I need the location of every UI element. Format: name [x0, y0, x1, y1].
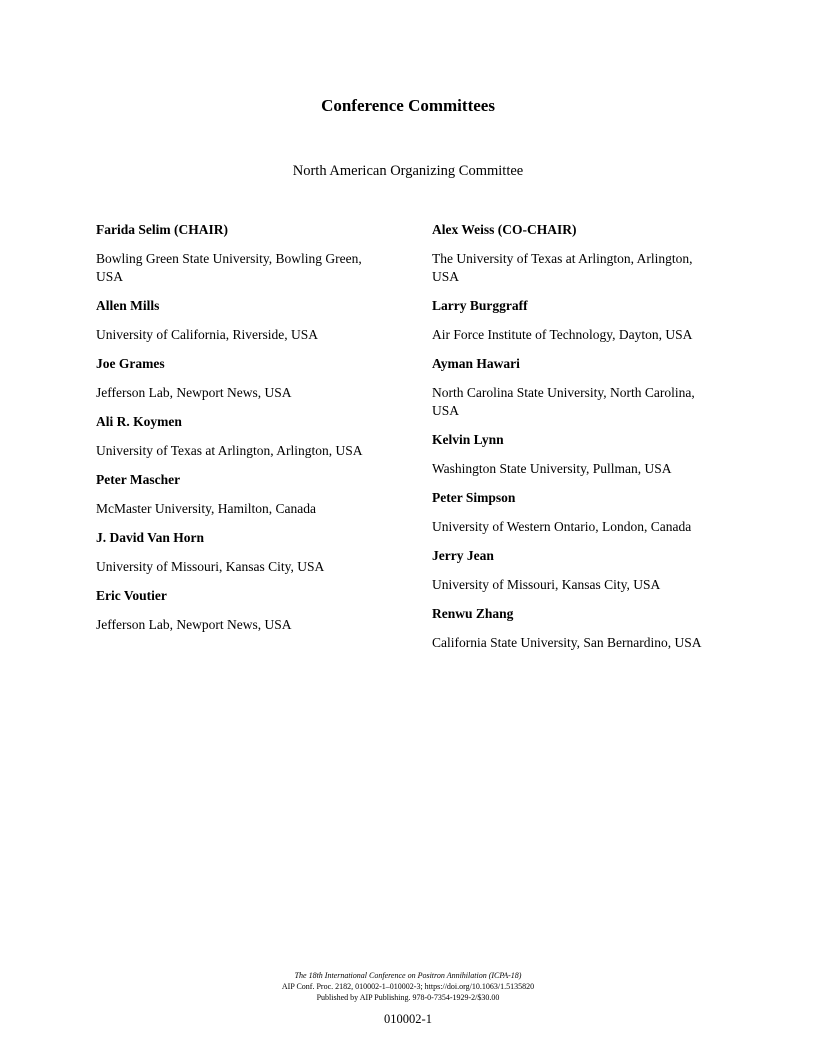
member-entry: [96, 587, 391, 634]
member-name: J. David Van Horn: [96, 530, 205, 545]
member-affiliation: Bowling Green State University, Bowling Green, USA: [96, 251, 362, 284]
member-entry: [96, 413, 391, 460]
member-name: Alex Weiss (CO-CHAIR): [432, 222, 577, 237]
member-affiliation: University of Missouri, Kansas City, USA: [96, 559, 325, 574]
member-affiliation: The University of Texas at Arlington, Arlington, USA: [432, 251, 693, 284]
member-affiliation: McMaster University, Hamilton, Canada: [96, 501, 316, 516]
member-name: Peter Simpson: [432, 490, 516, 505]
publisher-line: Published by AIP Publishing. 978-0-7354-1929-2/$30.00: [316, 993, 500, 1002]
right-member-column: [432, 221, 722, 663]
member-affiliation: Jefferson Lab, Newport News, USA: [96, 385, 292, 400]
member-entry: [96, 529, 391, 576]
member-name: Joe Grames: [96, 356, 165, 371]
member-name: Peter Mascher: [96, 472, 181, 487]
left-member-column: [96, 221, 391, 645]
member-entry: [432, 547, 722, 594]
member-entry: [432, 297, 722, 344]
page-title: Conference Committees: [321, 96, 495, 115]
page-number: 010002-1: [384, 1012, 432, 1026]
member-entry: [432, 489, 722, 536]
member-entry: [432, 431, 722, 478]
member-affiliation: Washington State University, Pullman, USA: [432, 461, 672, 476]
conference-citation: The 18th International Conference on Positron Annihilation (ICPA-18): [294, 971, 522, 980]
member-name: Renwu Zhang: [432, 606, 514, 621]
member-entry: [96, 297, 391, 344]
member-name: Ayman Hawari: [432, 356, 520, 371]
proceedings-citation: AIP Conf. Proc. 2182, 010002-1–010002-3; https://doi.org/10.1063/1.5135820: [281, 982, 535, 991]
member-entry: [432, 355, 722, 420]
member-affiliation: Air Force Institute of Technology, Dayton, USA: [432, 327, 693, 342]
member-affiliation: University of Western Ontario, London, Canada: [432, 519, 692, 534]
member-affiliation: University of Texas at Arlington, Arlington, USA: [96, 443, 363, 458]
member-name: Jerry Jean: [432, 548, 494, 563]
member-entry: [96, 471, 391, 518]
member-affiliation: California State University, San Bernardino, USA: [432, 635, 702, 650]
member-entry: [432, 605, 722, 652]
member-affiliation: North Carolina State University, North Carolina, USA: [432, 385, 695, 418]
member-name: Larry Burggraff: [432, 298, 528, 313]
member-name: Farida Selim (CHAIR): [96, 222, 228, 237]
member-affiliation: University of Missouri, Kansas City, USA: [432, 577, 661, 592]
member-entry: [432, 221, 722, 286]
member-affiliation: University of California, Riverside, USA: [96, 327, 318, 342]
publication-footer: [0, 970, 816, 1003]
member-entry: [96, 221, 391, 286]
committee-heading: North American Organizing Committee: [292, 163, 524, 179]
member-name: Ali R. Koymen: [96, 414, 182, 429]
member-name: Kelvin Lynn: [432, 432, 504, 447]
member-entry: [96, 355, 391, 402]
member-name: Allen Mills: [96, 298, 160, 313]
member-affiliation: Jefferson Lab, Newport News, USA: [96, 617, 292, 632]
member-name: Eric Voutier: [96, 588, 167, 603]
